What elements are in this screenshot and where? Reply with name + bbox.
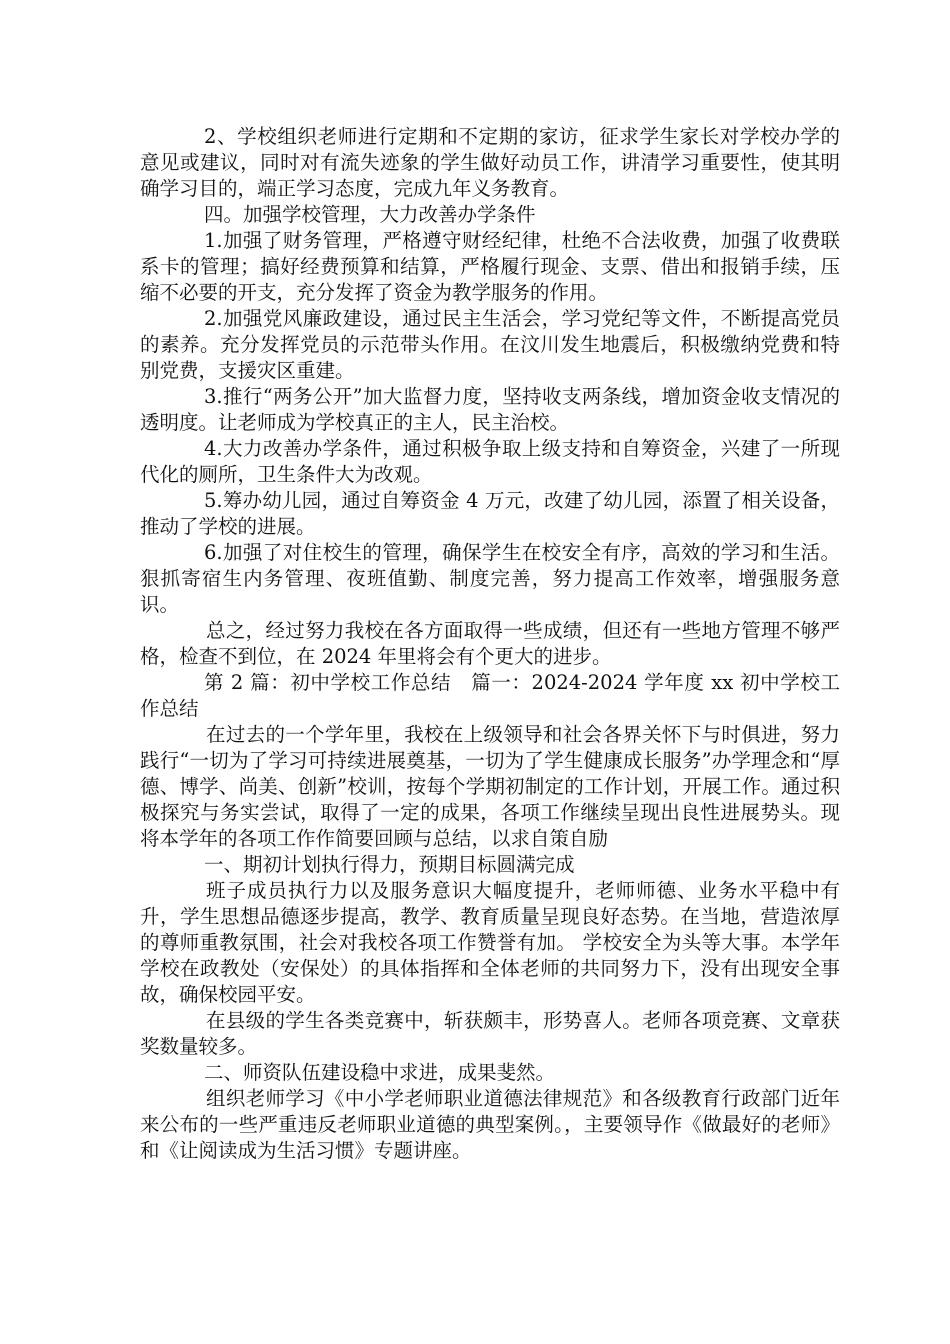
paragraph-school-year-intro: 在过去的一个学年里，我校在上级领导和社会各界关怀下与时俱进，努力践行“一切为了学习可持续进展奠基，一切为了学生健康成长服务”办学理念和“厚德、博学、尚美、创新”校训，按每个学期初制定的工作计划，开展工作。通过积极探究与务实尝试，取得了一定的成果，各项工作继续呈现出良性进展势头。现将本学年的各项工作作简要回顾与总结，以求自策自励 bbox=[140, 723, 840, 850]
paragraph-teacher-ethics: 组织老师学习《中小学老师职业道德法律规范》和各级教育行政部门近年来公布的一些严重违反老师职业道德的典型案例。，主要领导作《做最好的老师》和《让阅读成为生活习惯》专题讲座。 bbox=[140, 1087, 840, 1162]
paragraph-boarding-students: 6.加强了对住校生的管理，确保学生在校安全有序，高效的学习和生活。狠抓寄宿生内务管理、夜班值勤、制度完善，努力提高工作效率，增强服务意识。 bbox=[140, 541, 840, 616]
paragraph-kindergarten: 5.筹办幼儿园，通过自筹资金 4 万元，改建了幼儿园，添置了相关设备，推动了学校的进展。 bbox=[140, 489, 840, 538]
paragraph-school-conditions: 4.大力改善办学条件，通过积极争取上级支持和自筹资金，兴建了一所现代化的厕所，卫生条件大为改观。 bbox=[140, 437, 840, 486]
section-title-part-2: 第 2 篇：初中学校工作总结 篇一：2024-2024 学年度 xx 初中学校工作总结 bbox=[140, 671, 840, 720]
document-body bbox=[140, 124, 840, 1164]
heading-teacher-team: 二、师资队伍建设稳中求进，成果斐然。 bbox=[204, 1061, 556, 1084]
heading-school-management: 四。加强学校管理，大力改善办学条件 bbox=[204, 203, 536, 226]
paragraph-party-conduct: 2.加强党风廉政建设，通过民主生活会，学习党纪等文件，不断提高党员的素养。充分发挥党员的示范带头作用。在汶川发生地震后，积极缴纳党费和特别党费，支援灾区重建。 bbox=[140, 307, 840, 382]
paragraph-conclusion: 总之，经过努力我校在各方面取得一些成绩，但还有一些地方管理不够严格，检查不到位，在 2024 年里将会有个更大的进步。 bbox=[140, 619, 840, 668]
heading-plan-execution: 一、期初计划执行得力，预期目标圆满完成 bbox=[204, 853, 575, 876]
paragraph-leadership-team: 班子成员执行力以及服务意识大幅度提升，老师师德、业务水平稳中有升，学生思想品德逐步提高，教学、教育质量呈现良好态势。在当地，营造浓厚的尊师重教氛围，社会对我校各项工作赞誉有加。 学校安全为头等大事。本学年学校在政教处（安保处）的具体指挥和全体老师的共同努力下，没有出现安全事故，确保校园平安。 bbox=[140, 879, 840, 1006]
paragraph-home-visits: 2、学校组织老师进行定期和不定期的家访，征求学生家长对学校办学的意见或建议，同时对有流失迹象的学生做好动员工作，讲清学习重要性，使其明确学习目的，端正学习态度，完成九年义务教育。 bbox=[140, 125, 840, 200]
paragraph-openness: 3.推行“两务公开”加大监督力度，坚持收支两条线，增加资金收支情况的透明度。让老师成为学校真正的主人，民主治校。 bbox=[140, 385, 840, 434]
paragraph-financial-management: 1.加强了财务管理，严格遵守财经纪律，杜绝不合法收费，加强了收费联系卡的管理；搞好经费预算和结算，严格履行现金、支票、借出和报销手续，压缩不必要的开支，充分发挥了资金为教学服务的作用。 bbox=[140, 229, 840, 304]
paragraph-competitions: 在县级的学生各类竞赛中，斩获颇丰，形势喜人。老师各项竞赛、文章获奖数量较多。 bbox=[140, 1009, 840, 1058]
